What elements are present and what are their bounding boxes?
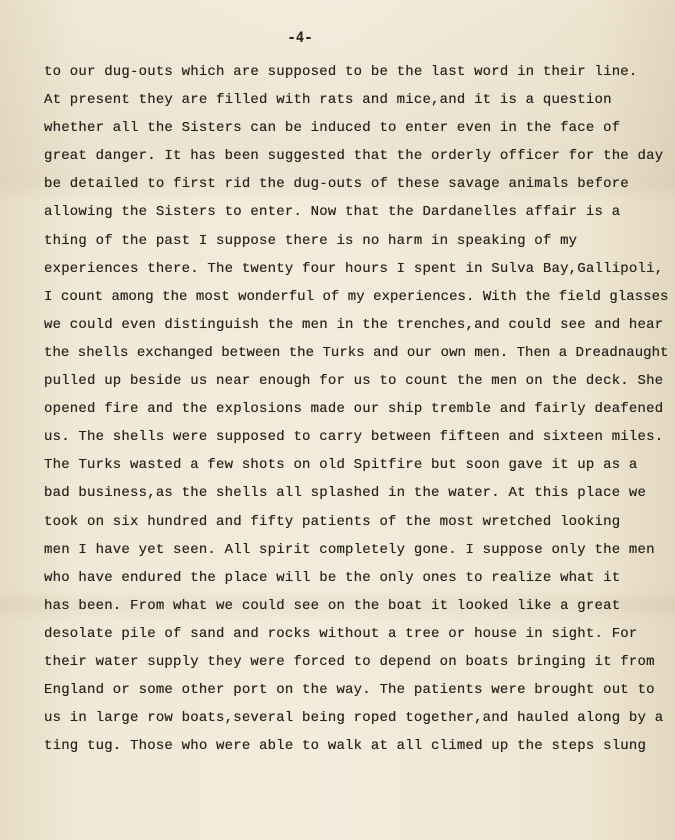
text-line-3: whether all the Sisters can be induced to enter even in the face of (44, 120, 621, 137)
text-line-14: us. The shells were supposed to carry between fifteen and sixteen miles. (44, 429, 664, 446)
text-line-13: opened fire and the explosions made our ship tremble and fairly deafened (44, 401, 664, 418)
text-line-23: England or some other port on the way. The patients were brought out to (44, 682, 655, 699)
text-line-9: I count among the most wonderful of my experiences. With the field glasses (44, 288, 669, 305)
text-line-25: ting tug. Those who were able to walk at all climed up the steps slung (44, 738, 647, 755)
text-line-8: experiences there. The twenty four hours I spent in Sulva Bay,Gallipoli, (44, 260, 664, 277)
text-line-19: who have endured the place will be the only ones to realize what it (44, 569, 621, 586)
text-line-11: the shells exchanged between the Turks and our own men. Then a Dreadnaught (44, 344, 669, 361)
text-line-18: men I have yet seen. All spirit completely gone. I suppose only the men (44, 541, 655, 558)
text-line-6: allowing the Sisters to enter. Now that the Dardanelles affair is a (44, 204, 621, 221)
text-line-20: has been. From what we could see on the boat it looked like a great (44, 597, 621, 614)
letter-body (44, 58, 675, 760)
text-line-17: took on six hundred and fifty patients of the most wretched looking (44, 513, 621, 530)
text-line-15: The Turks wasted a few shots on old Spitfire but soon gave it up as a (44, 457, 638, 474)
text-line-2: At present they are filled with rats and mice,and it is a question (44, 92, 612, 109)
page-number: -4- (287, 30, 313, 46)
text-line-22: their water supply they were forced to depend on boats bringing it from (44, 653, 655, 670)
text-line-21: desolate pile of sand and rocks without a tree or house in sight. For (44, 625, 638, 642)
text-line-4: great danger. It has been suggested that the orderly officer for the day (44, 148, 664, 165)
text-line-10: we could even distinguish the men in the trenches,and could see and hear (44, 316, 664, 333)
text-line-5: be detailed to first rid the dug-outs of these savage animals before (44, 176, 629, 193)
text-line-1: to our dug-outs which are supposed to be the last word in their line. (44, 64, 638, 80)
text-line-7: thing of the past I suppose there is no harm in speaking of my (44, 232, 578, 249)
text-line-24: us in large row boats,several being roped together,and hauled along by a (44, 710, 664, 727)
text-line-16: bad business,as the shells all splashed in the water. At this place we (44, 485, 647, 502)
text-line-12: pulled up beside us near enough for us to count the men on the deck. She (44, 373, 664, 390)
